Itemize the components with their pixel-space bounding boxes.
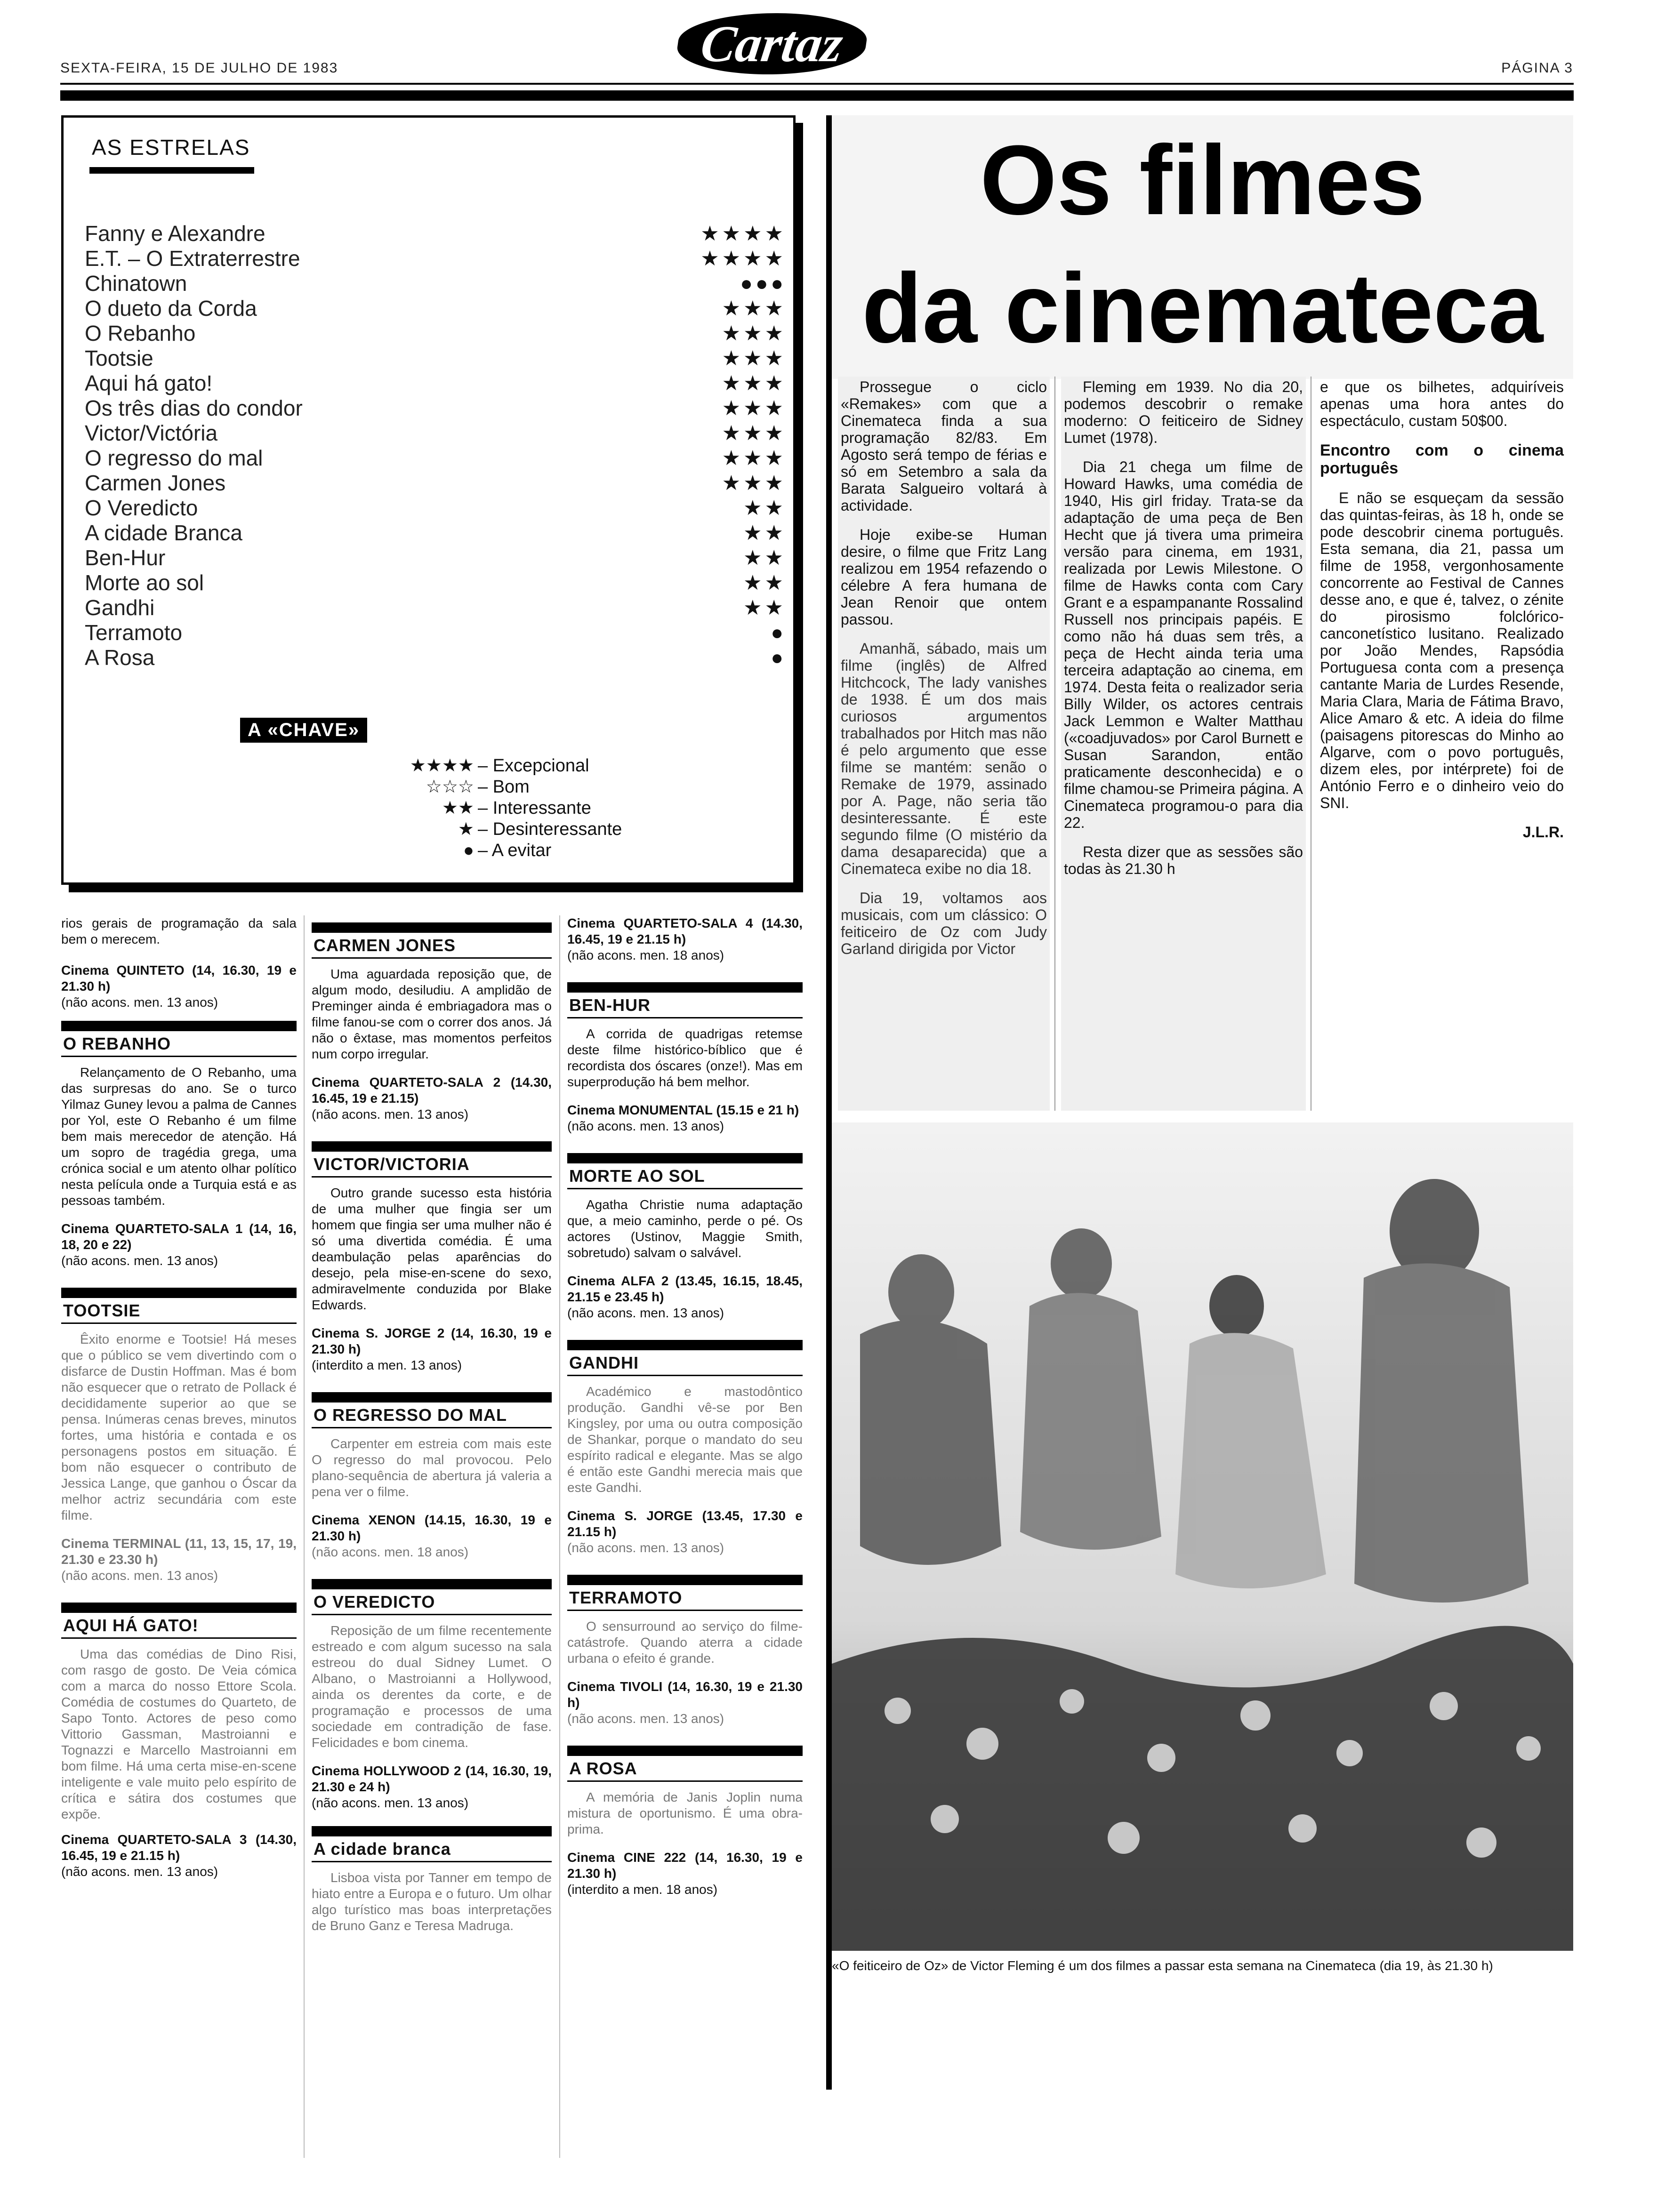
- film-name: E.T. – O Extraterrestre: [85, 246, 300, 271]
- cinema-listing: Cinema ALFA 2 (13.45, 16.15, 18.45, 21.15 e 23.45 h): [567, 1274, 803, 1304]
- film-name: Morte ao sol: [85, 570, 204, 595]
- key-row: [384, 777, 676, 798]
- section-heading-tootsie: TOOTSIE: [61, 1288, 297, 1324]
- rating-row: [85, 471, 786, 496]
- column-1: [61, 915, 297, 1885]
- film-name: Terramoto: [85, 620, 183, 645]
- rating-row: [85, 545, 786, 570]
- rating-row: [85, 446, 786, 471]
- review-aqui-ha-gato: Uma das comédias de Dino Risi, com rasgo de gosto. De Veia cómica com a marca do nosso Ettore Scola. Comédia de costumes do Quarteto, de Sapo Tonto. Actores de peso como Vittorio Gassman, Mastroianni e Tognazzi e Marcello Mastroianni em bom filme. Há uma certa mise-en-scene inteligente e vale muito pelo espírito de crítica e sátira dos costumes que expõe.: [61, 1647, 297, 1821]
- key-label: – Excepcional: [478, 756, 589, 776]
- age-note: (não acons. men. 18 anos): [567, 948, 724, 962]
- article-paragraph: e que os bilhetes, adquiríveis apenas uma hora antes do espectáculo, custam 50$00.: [1320, 378, 1564, 429]
- film-name: A cidade Branca: [85, 521, 243, 545]
- cinema-carmen-jones-2: [567, 915, 803, 963]
- key-label: – Bom: [478, 777, 530, 797]
- estrelas-title-underline: [89, 167, 254, 174]
- age-note: (interdito a men. 13 anos): [312, 1358, 462, 1372]
- age-note: (não acons. men. 13 anos): [567, 1306, 724, 1320]
- chave-label: A «CHAVE»: [240, 718, 367, 743]
- section-heading-victor-victoria: VICTOR/VICTORIA: [312, 1141, 552, 1178]
- cartaz-logo: Cartaz: [674, 13, 870, 74]
- film-rating: ★★★: [722, 322, 786, 345]
- article-paragraph: Amanhã, sábado, mais um filme (inglês) de Alfred Hitchcock, The lady vanishes de 1938. É um dos mais curiosos argumentos trabalhados por Hitch mas não é pelo argumento que esse filme se mantém: senão o Remake de 1979, assinado por A. Page, não seria tão desinteressante. É este segundo filme (O mistério da dama desaparecida) que a Cinemateca exibe no dia 18.: [841, 640, 1047, 877]
- article-subheading: Encontro com o cinema português: [1320, 441, 1564, 477]
- article-signature: J.L.R.: [1522, 824, 1564, 841]
- film-name: O Veredicto: [85, 496, 198, 520]
- column-2: [312, 915, 552, 1940]
- rating-row: [85, 496, 786, 521]
- article-left-border: [826, 115, 832, 2090]
- cinema-regresso-do-mal: [312, 1512, 552, 1560]
- rating-row: [85, 421, 786, 446]
- column-3: [567, 915, 803, 1903]
- cinema-listing: Cinema S. JORGE (13.45, 17.30 e 21.15 h): [567, 1508, 803, 1539]
- cinema-listing: Cinema CINE 222 (14, 16.30, 19 e 21.30 h): [567, 1850, 803, 1881]
- film-rating: ★★★: [722, 397, 786, 420]
- film-name: Ben-Hur: [85, 545, 166, 570]
- age-note: (não acons. men. 13 anos): [312, 1107, 469, 1122]
- section-heading-rebanho: O REBANHO: [61, 1021, 297, 1057]
- film-rating: ★★: [743, 571, 786, 594]
- estrelas-film-list: [85, 221, 786, 670]
- column-divider: [559, 915, 560, 2158]
- rating-row: [85, 521, 786, 545]
- age-note: (não acons. men. 13 anos): [567, 1711, 724, 1726]
- age-note: (não acons. men. 13 anos): [61, 1864, 218, 1879]
- rating-row: [85, 620, 786, 645]
- age-note: (não acons. men. 13 anos): [61, 1568, 218, 1583]
- header-thick-rule: [60, 90, 1574, 101]
- film-name: A Rosa: [85, 645, 155, 670]
- film-name: Aqui há gato!: [85, 371, 213, 395]
- film-rating: ★★★: [722, 422, 786, 445]
- key-row: [384, 798, 676, 819]
- section-heading-regresso-do-mal: O REGRESSO DO MAL: [312, 1392, 552, 1428]
- film-rating: ★★★★: [700, 222, 786, 245]
- key-label: – Desinteressante: [478, 819, 622, 839]
- cinema-aqui-ha-gato: [61, 1832, 297, 1880]
- section-heading-a-rosa: A ROSA: [567, 1746, 803, 1782]
- film-name: Chinatown: [85, 271, 187, 296]
- review-veredicto: Reposição de um filme recentemente estreado e com algum sucesso na sala estreou do dual Sidney Lumet. O Albano, o Mastroianni a Hollywood, ainda os derentes da corte, e de programação e processos de uma sociedade em contradição de fase. Felicidades e bom cinema.: [312, 1623, 552, 1750]
- rating-row: [85, 396, 786, 421]
- film-rating: ★★: [743, 497, 786, 520]
- rating-row: [85, 595, 786, 620]
- cinema-morte-ao-sol: [567, 1273, 803, 1321]
- key-row: [384, 840, 676, 861]
- cinema-rebanho: [61, 1221, 297, 1269]
- intro-text: rios gerais de programação da sala bem o merecem.: [61, 916, 297, 946]
- film-name: Carmen Jones: [85, 471, 226, 495]
- cinema-listing: Cinema QUINTETO (14, 16.30, 19 e 21.30 h): [61, 963, 297, 994]
- film-rating: ★★★: [722, 297, 786, 320]
- film-name: Gandhi: [85, 595, 155, 620]
- key-symbol: ●: [463, 841, 474, 860]
- wizard-of-oz-photo: [832, 1122, 1573, 1951]
- review-gandhi: Académico e mastodôntico produção. Gandhi vê-se por Ben Kingsley, por uma ou outra composição de Shankar, porque o mandato do seu espírito radical e elegante. Mas se algo é então este Gandhi merecia mais que este Gandhi.: [567, 1384, 803, 1495]
- review-tootsie: Êxito enorme e Tootsie! Há meses que o público se vem divertindo com o disfarce de Dustin Hoffman. Mas é bom não esquecer que o retrato de Pollack é decididamente superior ao que se pensa. Inúmeras cenas breves, minutos fortes, uma história e contada e os personagens postos em situação. É bom não esquecer o contributo de Jessica Lange, que ganhou o Óscar da melhor actriz secundária com este filme.: [61, 1332, 297, 1523]
- article-title-line-1: Os filmes: [980, 125, 1425, 235]
- film-rating: ★★: [743, 596, 786, 619]
- age-note: (não acons. men. 18 anos): [312, 1545, 469, 1559]
- cinema-ben-hur: [567, 1102, 803, 1134]
- cinema-veredicto: [312, 1763, 552, 1811]
- review-ben-hur: A corrida de quadrigas retemse deste filme histórico-bíblico que é recordista dos óscares (onze!). Mas em superprodução há bem melhor.: [567, 1026, 803, 1089]
- film-name: Fanny e Alexandre: [85, 221, 265, 246]
- age-note: (não acons. men. 13 anos): [567, 1119, 724, 1133]
- cinema-listing: Cinema QUARTETO-SALA 1 (14, 16, 18, 20 e 22): [61, 1221, 297, 1252]
- article-paragraph: E não se esqueçam da sessão das quintas-feiras, às 18 h, onde se pode descobrir cinema português. Esta semana, dia 21, passa um filme de 1958, vergonhosamente concorrente ao Festival de Cannes desse ano, e que é, talvez, o zénite do pirosismo folclórico-canconetístico lusitano. Realizado por João Mendes, Rapsódia Portuguesa conta com a presença cantante Maria de Lurdes Resende, Maria Clara, Maria de Fátima Bravo, Alice Amaro & etc. A ideia do filme (paisagens pitorescas do Minho ao Algarve, com o povo português, dizem eles, por intérprete) foi de António Ferro e o dinheiro veio do SNI.: [1320, 489, 1564, 811]
- photo-caption: «O feiticeiro de Oz» de Victor Fleming é um dos filmes a passar esta semana na Cinemateca (dia 19, às 21.30 h): [832, 1958, 1493, 1973]
- cinema-listing: Cinema QUARTETO-SALA 4 (14.30, 16.45, 19 e 21.15 h): [567, 916, 803, 946]
- rating-row: [85, 371, 786, 396]
- cinema-gandhi: [567, 1508, 803, 1556]
- article-column-a: [838, 377, 1050, 1111]
- cinema-listing: Cinema HOLLYWOOD 2 (14, 16.30, 19, 21.30 e 24 h): [312, 1763, 552, 1794]
- cinema-carmen-jones: [312, 1074, 552, 1122]
- rating-row: [85, 221, 786, 246]
- section-heading-terramoto: TERRAMOTO: [567, 1575, 803, 1611]
- rating-row: [85, 570, 786, 595]
- rating-row: [85, 346, 786, 371]
- cinema-tootsie: [61, 1536, 297, 1584]
- age-note: (não acons. men. 13 anos): [312, 1795, 469, 1810]
- cinema-listing: Cinema MONUMENTAL (15.15 e 21 h): [567, 1103, 799, 1117]
- review-victor-victoria: Outro grande sucesso esta história de uma mulher que fingia ser um homem que fingia ser uma mulher não é só uma divertida comédia. É uma deambulação pelas aparências do desejo, pela mise-en-scene do sexo, admiravelmente conduzida por Blake Edwards.: [312, 1186, 552, 1312]
- rating-row: [85, 645, 786, 670]
- review-rebanho: Relançamento de O Rebanho, uma das surpresas do ano. Se o turco Yilmaz Guney levou a palma de Cannes por Yol, este O Rebanho é um filme bem mais merecedor de atenção. Há um sopro de tragédia grega, uma crónica social e um atento olhar político nesta película onde a Turquia está e as pessoas também.: [61, 1065, 297, 1208]
- section-heading-cidade-branca: A cidade branca: [312, 1826, 552, 1862]
- column-divider: [1054, 377, 1055, 1111]
- cinema-terramoto: [567, 1679, 803, 1727]
- cinema-listing: Cinema TIVOLI (14, 16.30, 19 e 21.30 h): [567, 1679, 803, 1710]
- article-column-b: [1061, 377, 1306, 1111]
- review-a-rosa: A memória de Janis Joplin numa mistura de oportunismo. É uma obra-prima.: [567, 1790, 803, 1836]
- article-paragraph: Hoje exibe-se Human desire, o filme que Fritz Lang realizou em 1954 refazendo o célebre A fera humana de Jean Renoir que ontem passou.: [841, 526, 1047, 628]
- issue-date: SEXTA-FEIRA, 15 DE JULHO DE 1983: [60, 60, 338, 76]
- age-note: (não acons. men. 13 anos): [567, 1540, 724, 1555]
- estrelas-box: [61, 115, 796, 885]
- review-regresso-do-mal: Carpenter em estreia com mais este O regresso do mal provocou. Pelo plano-sequência de abertura já valeria a pena ver o filme.: [312, 1436, 552, 1499]
- key-symbol: ★★: [442, 798, 474, 818]
- article-paragraph: Dia 21 chega um filme de Howard Hawks, uma comédia de 1940, His girl friday. Trata-se da adaptação de uma peça de Ben Hecht que já tivera uma primeira versão para cinema, em 1931, realizada por Lewis Milestone. O filme de Hawks conta com Cary Grant e a espampanante Rossalind Russell nos principais papéis. E como não há duas sem três, a peça de Hecht ainda teria uma terceira adaptação ao cinema, em 1974. Desta feita o realizador seria Billy Wilder, os actores centrais Jack Lemmon e Walter Matthau («coadjuvados» por Carol Burnett e Susan Sarandon, então praticamente desconhecida) e o filme chamou-se Primeira página. A Cinemateca programou-o para dia 22.: [1064, 458, 1303, 831]
- film-rating: ●●●: [740, 272, 786, 295]
- film-rating: ★★★: [722, 372, 786, 395]
- age-note: (interdito a men. 18 anos): [567, 1882, 718, 1897]
- section-heading-veredicto: O VEREDICTO: [312, 1579, 552, 1615]
- film-rating: ★★★★: [700, 247, 786, 270]
- page-number: PÁGINA 3: [1501, 60, 1573, 76]
- film-rating: ★★: [743, 521, 786, 545]
- film-rating: ★★★: [722, 447, 786, 470]
- cinema-victor-victoria: [312, 1325, 552, 1373]
- review-morte-ao-sol: Agatha Christie numa adaptação que, a meio caminho, perde o pé. Os actores (Ustinov, Maggie Smith, sobretudo) salvam o salvável.: [567, 1197, 803, 1260]
- rating-row: [85, 296, 786, 321]
- key-symbol: ★: [458, 819, 474, 839]
- section-heading-morte-ao-sol: MORTE AO SOL: [567, 1153, 803, 1189]
- rating-row: [85, 246, 786, 271]
- film-name: Tootsie: [85, 346, 153, 370]
- cinema-listing: Cinema QUARTETO-SALA 2 (14.30, 16.45, 19 e 21.15): [312, 1075, 552, 1106]
- film-rating: ●: [771, 646, 786, 669]
- key-row: [384, 755, 676, 777]
- review-cidade-branca: Lisboa vista por Tanner em tempo de hiato entre a Europa e o futuro. Um olhar algo turístico mas boas interpretações de Bruno Ganz e Teresa Madruga.: [312, 1870, 552, 1933]
- review-carmen-jones: Uma aguardada reposição que, de algum modo, desiludiu. A amplidão de Preminger ainda é embriagadora mas o filme fanou-se com o correr dos anos. Já não o êxtase, mas momentos perfeitos num corpo irregular.: [312, 967, 552, 1061]
- key-symbol: ☆☆☆: [426, 777, 474, 797]
- key-label: – A evitar: [478, 841, 552, 860]
- film-rating: ★★: [743, 546, 786, 569]
- key-symbol: ★★★★: [410, 756, 474, 776]
- film-rating: ★★★: [722, 347, 786, 370]
- article-paragraph: Prossegue o ciclo «Remakes» com que a Cinemateca finda a sua programação 82/83. Em Agosto será tempo de férias e só em Setembro a sala da Barata Salgueiro voltará à actividade.: [841, 378, 1047, 514]
- cinema-listing: Cinema QUARTETO-SALA 3 (14.30, 16.45, 19 e 21.15 h): [61, 1832, 297, 1863]
- rating-row: [85, 271, 786, 296]
- article-column-c: [1317, 377, 1567, 1111]
- key-row: [384, 819, 676, 840]
- film-rating: ●: [771, 621, 786, 644]
- age-note: (não acons. men. 13 anos): [61, 995, 218, 1010]
- article-paragraph: Resta dizer que as sessões são todas às 21.30 h: [1064, 843, 1303, 877]
- section-heading-ben-hur: BEN-HUR: [567, 982, 803, 1018]
- cinema-a-rosa: [567, 1850, 803, 1898]
- cinema-quinteto: [61, 962, 297, 1010]
- column-divider: [304, 915, 305, 2158]
- film-rating: ★★★: [722, 472, 786, 495]
- estrelas-title: AS ESTRELAS: [92, 135, 250, 160]
- cinema-listing: Cinema S. JORGE 2 (14, 16.30, 19 e 21.30 h): [312, 1326, 552, 1356]
- article-title-line-2: da cinemateca: [861, 253, 1544, 363]
- section-heading-carmen-jones: CARMEN JONES: [312, 922, 552, 959]
- article-paragraph: Dia 19, voltamos aos musicais, com um clássico: O feiticeiro de Oz com Judy Garland dirigida por Victor: [841, 890, 1047, 957]
- section-heading-gandhi: GANDHI: [567, 1340, 803, 1376]
- cinema-listing: Cinema TERMINAL (11, 13, 15, 17, 19, 21.30 e 23.30 h): [61, 1536, 297, 1567]
- section-heading-aqui-ha-gato: AQUI HÁ GATO!: [61, 1603, 297, 1639]
- review-terramoto: O sensurround ao serviço do filme-catástrofe. Quando aterra a cidade urbana o efeito é grande.: [567, 1619, 803, 1666]
- film-name: Os três dias do condor: [85, 396, 303, 420]
- age-note: (não acons. men. 13 anos): [61, 1253, 218, 1268]
- film-name: O Rebanho: [85, 321, 196, 345]
- chave-key-list: [384, 755, 676, 861]
- article-paragraph: Fleming em 1939. No dia 20, podemos descobrir o remake moderno: O feiticeiro de Sidney Lumet (1978).: [1064, 378, 1303, 446]
- film-name: O regresso do mal: [85, 446, 263, 470]
- film-name: O dueto da Corda: [85, 296, 257, 321]
- film-name: Victor/Victória: [85, 421, 218, 445]
- rating-row: [85, 321, 786, 346]
- cinema-listing: Cinema XENON (14.15, 16.30, 19 e 21.30 h): [312, 1513, 552, 1543]
- key-label: – Interessante: [478, 798, 591, 818]
- header-thin-rule: [60, 83, 1574, 85]
- photo-illustration: [832, 1122, 1573, 1951]
